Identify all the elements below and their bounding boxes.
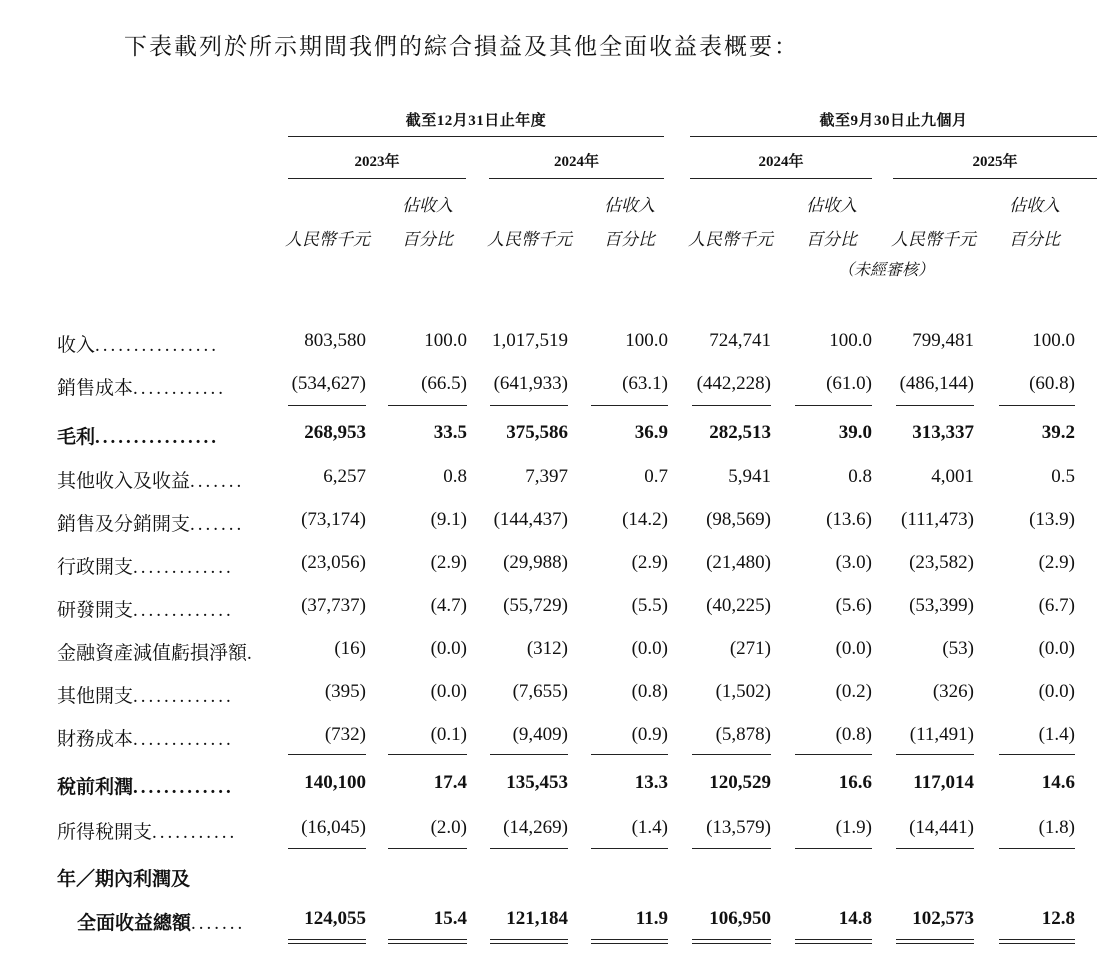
subtotal-underline — [999, 848, 1075, 849]
subtotal-underline — [999, 405, 1075, 406]
cell-pct-2024-annual: (2.9) — [631, 552, 668, 573]
row-label — [57, 330, 265, 357]
leader-dots: ............ — [133, 378, 227, 399]
leader-dots: ............. — [133, 729, 234, 750]
intro-text: 下表載列於所示期間我們的綜合損益及其他全面收益表概要： — [124, 34, 799, 59]
cell-pct-2025-nine-months: (6.7) — [1038, 595, 1075, 616]
col-amount-2025-nine-months: 人民幣千元 — [891, 230, 976, 249]
row-label-text: 毛利 — [57, 427, 96, 448]
total-label-line1: 年／期內利潤及 — [57, 869, 191, 890]
cell-pct-2023: (0.0) — [430, 681, 467, 702]
row-label — [57, 466, 265, 493]
total-double-underline — [388, 939, 467, 944]
leader-dots: ....... — [191, 913, 246, 934]
cell-amount-2023: 268,953 — [304, 422, 366, 443]
group-header-nine-months: 截至9月30日止九個月 — [819, 113, 968, 129]
cell-pct-2023: 33.5 — [433, 422, 467, 443]
leader-dots: . — [247, 643, 255, 664]
cell-amount-2024-nine-months: (271) — [729, 638, 771, 659]
subtotal-underline — [591, 754, 668, 755]
cell-amount-2025-nine-months: 4,001 — [931, 466, 974, 487]
subtotal-underline — [288, 848, 366, 849]
cell-amount-2024-annual: (14,269) — [503, 817, 568, 838]
total-pct-2023: 15.4 — [433, 908, 467, 929]
cell-pct-2023: 0.8 — [443, 466, 467, 487]
cell-pct-2024-annual: (63.1) — [622, 373, 668, 394]
col-pct-2025-nine-months-line1: 佔收入 — [1009, 196, 1060, 215]
subtotal-underline — [288, 754, 366, 755]
cell-pct-2024-nine-months: (13.6) — [826, 509, 872, 530]
subtotal-underline — [591, 848, 668, 849]
col-amount-2024-annual: 人民幣千元 — [487, 230, 572, 249]
total-double-underline — [795, 939, 872, 944]
total-double-underline — [591, 939, 668, 944]
cell-amount-2023: (732) — [324, 724, 366, 745]
year-header-2025-nine-months: 2025年 — [972, 154, 1018, 170]
cell-amount-2025-nine-months: (486,144) — [899, 373, 974, 394]
unaudited-note: （未經審核） — [838, 262, 935, 279]
total-label-text: 全面收益總額 — [77, 913, 192, 934]
subtotal-underline — [388, 405, 467, 406]
total-double-underline — [288, 939, 366, 944]
row-label-text: 其他收入及收益 — [57, 471, 191, 492]
col-pct-2024-nine-months-line1: 佔收入 — [806, 196, 857, 215]
cell-amount-2024-nine-months: (5,878) — [715, 724, 771, 745]
cell-pct-2025-nine-months: 14.6 — [1041, 772, 1075, 793]
row-label-text: 銷售及分銷開支 — [57, 514, 191, 535]
row-label — [57, 724, 265, 751]
cell-amount-2025-nine-months: (53,399) — [909, 595, 974, 616]
cell-pct-2024-nine-months: (0.0) — [835, 638, 872, 659]
leader-dots: ............. — [133, 777, 234, 798]
cell-pct-2024-nine-months: 0.8 — [848, 466, 872, 487]
total-amount-2024-nine-months: 106,950 — [709, 908, 771, 929]
total-double-underline — [896, 939, 974, 944]
cell-amount-2024-annual: (29,988) — [503, 552, 568, 573]
row-label — [57, 509, 265, 536]
leader-dots: ............. — [133, 557, 234, 578]
cell-amount-2025-nine-months: (53) — [942, 638, 974, 659]
cell-pct-2024-nine-months: 16.6 — [838, 772, 872, 793]
row-label — [57, 552, 265, 579]
group-header-year-end: 截至12月31日止年度 — [405, 113, 547, 129]
row-label — [57, 373, 265, 400]
subtotal-underline — [591, 405, 668, 406]
cell-pct-2024-annual: (0.0) — [631, 638, 668, 659]
cell-amount-2024-annual: (9,409) — [512, 724, 568, 745]
total-pct-2025-nine-months: 12.8 — [1041, 908, 1075, 929]
subtotal-underline — [896, 848, 974, 849]
cell-pct-2025-nine-months: (1.8) — [1038, 817, 1075, 838]
cell-pct-2024-annual: (0.8) — [631, 681, 668, 702]
cell-pct-2025-nine-months: 39.2 — [1041, 422, 1075, 443]
cell-amount-2023: 140,100 — [304, 772, 366, 793]
row-label-text: 其他開支 — [57, 686, 134, 707]
cell-amount-2025-nine-months: (11,491) — [909, 724, 974, 745]
cell-amount-2024-nine-months: 724,741 — [709, 330, 771, 351]
group-rule-nine-months — [690, 136, 1097, 137]
cell-pct-2024-annual: 100.0 — [625, 330, 668, 351]
subtotal-underline — [795, 405, 872, 406]
cell-amount-2024-annual: 375,586 — [506, 422, 568, 443]
cell-amount-2025-nine-months: 313,337 — [912, 422, 974, 443]
total-amount-2024-annual: 121,184 — [506, 908, 568, 929]
total-amount-2023: 124,055 — [304, 908, 366, 929]
cell-pct-2025-nine-months: (13.9) — [1029, 509, 1075, 530]
cell-amount-2025-nine-months: 799,481 — [912, 330, 974, 351]
cell-amount-2024-nine-months: (40,225) — [706, 595, 771, 616]
total-pct-2024-annual: 11.9 — [635, 908, 668, 929]
cell-amount-2024-nine-months: 5,941 — [728, 466, 771, 487]
cell-amount-2023: 6,257 — [323, 466, 366, 487]
row-label — [57, 817, 265, 844]
leader-dots: ............. — [133, 600, 234, 621]
cell-amount-2024-annual: 1,017,519 — [492, 330, 568, 351]
cell-pct-2023: (0.0) — [430, 638, 467, 659]
cell-amount-2024-nine-months: (13,579) — [706, 817, 771, 838]
subtotal-underline — [490, 754, 568, 755]
year-header-2024-nine-months: 2024年 — [758, 154, 804, 170]
cell-pct-2025-nine-months: 100.0 — [1032, 330, 1075, 351]
leader-dots: ................ — [95, 335, 220, 356]
cell-amount-2024-nine-months: (21,480) — [706, 552, 771, 573]
subtotal-underline — [692, 754, 771, 755]
subtotal-underline — [692, 405, 771, 406]
cell-pct-2023: (2.0) — [430, 817, 467, 838]
cell-pct-2023: 17.4 — [433, 772, 467, 793]
cell-pct-2024-nine-months: (3.0) — [835, 552, 872, 573]
year-rule-2025-nine-months — [893, 178, 1097, 179]
cell-pct-2024-annual: (1.4) — [631, 817, 668, 838]
cell-amount-2024-annual: (144,437) — [493, 509, 568, 530]
year-rule-2024-annual — [489, 178, 664, 179]
cell-amount-2025-nine-months: 117,014 — [913, 772, 974, 793]
cell-pct-2024-annual: (14.2) — [622, 509, 668, 530]
year-header-2024-annual: 2024年 — [553, 154, 599, 170]
subtotal-underline — [896, 405, 974, 406]
cell-pct-2025-nine-months: (2.9) — [1038, 552, 1075, 573]
cell-amount-2024-annual: (7,655) — [512, 681, 568, 702]
cell-pct-2025-nine-months: (60.8) — [1029, 373, 1075, 394]
col-pct-2023-line2: 百分比 — [402, 230, 453, 249]
cell-pct-2025-nine-months: (0.0) — [1038, 681, 1075, 702]
cell-pct-2023: (2.9) — [430, 552, 467, 573]
cell-amount-2024-annual: 7,397 — [525, 466, 568, 487]
leader-dots: ........... — [152, 822, 238, 843]
subtotal-underline — [795, 754, 872, 755]
row-label-text: 所得稅開支 — [57, 822, 153, 843]
cell-pct-2023: 100.0 — [424, 330, 467, 351]
cell-pct-2024-nine-months: 39.0 — [838, 422, 872, 443]
row-label — [57, 422, 265, 449]
col-amount-2024-nine-months: 人民幣千元 — [688, 230, 773, 249]
total-amount-2025-nine-months: 102,573 — [912, 908, 974, 929]
leader-dots: ....... — [190, 471, 245, 492]
cell-pct-2024-annual: 36.9 — [634, 422, 668, 443]
cell-pct-2024-nine-months: (1.9) — [835, 817, 872, 838]
cell-amount-2023: (16) — [334, 638, 366, 659]
cell-amount-2023: (37,737) — [301, 595, 366, 616]
subtotal-underline — [490, 848, 568, 849]
cell-amount-2024-annual: (55,729) — [503, 595, 568, 616]
subtotal-underline — [795, 848, 872, 849]
cell-pct-2023: (9.1) — [430, 509, 467, 530]
col-pct-2024-annual-line1: 佔收入 — [604, 196, 655, 215]
total-double-underline — [999, 939, 1075, 944]
cell-amount-2025-nine-months: (14,441) — [909, 817, 974, 838]
cell-amount-2023: (534,627) — [291, 373, 366, 394]
row-label-text: 稅前利潤 — [57, 777, 134, 798]
cell-pct-2024-nine-months: (61.0) — [826, 373, 872, 394]
row-label — [57, 638, 265, 665]
subtotal-underline — [388, 848, 467, 849]
cell-amount-2024-nine-months: (98,569) — [706, 509, 771, 530]
col-amount-2023: 人民幣千元 — [285, 230, 370, 249]
cell-amount-2023: (395) — [324, 681, 366, 702]
cell-amount-2024-annual: 135,453 — [506, 772, 568, 793]
cell-pct-2025-nine-months: 0.5 — [1051, 466, 1075, 487]
row-label — [57, 595, 265, 622]
cell-amount-2024-nine-months: 282,513 — [709, 422, 771, 443]
subtotal-underline — [490, 405, 568, 406]
leader-dots: ............. — [133, 686, 234, 707]
cell-pct-2024-annual: 0.7 — [644, 466, 668, 487]
row-label-text: 財務成本 — [57, 729, 134, 750]
cell-pct-2024-annual: 13.3 — [634, 772, 668, 793]
subtotal-underline — [288, 405, 366, 406]
cell-amount-2023: 803,580 — [304, 330, 366, 351]
subtotal-underline — [692, 848, 771, 849]
cell-pct-2024-annual: (0.9) — [631, 724, 668, 745]
cell-amount-2025-nine-months: (326) — [932, 681, 974, 702]
row-label-text: 金融資產減值虧損淨額 — [57, 643, 248, 664]
total-double-underline — [490, 939, 568, 944]
row-label-text: 收入 — [57, 335, 96, 356]
row-label-text: 銷售成本 — [57, 378, 134, 399]
cell-pct-2023: (0.1) — [430, 724, 467, 745]
cell-pct-2023: (66.5) — [421, 373, 467, 394]
subtotal-underline — [896, 754, 974, 755]
total-pct-2024-nine-months: 14.8 — [838, 908, 872, 929]
subtotal-underline — [388, 754, 467, 755]
total-label-line2 — [77, 908, 265, 935]
cell-amount-2023: (23,056) — [301, 552, 366, 573]
row-label-text: 行政開支 — [57, 557, 134, 578]
cell-amount-2023: (16,045) — [301, 817, 366, 838]
row-label-text: 研發開支 — [57, 600, 134, 621]
col-pct-2023-line1: 佔收入 — [402, 196, 453, 215]
row-label — [57, 772, 265, 799]
cell-amount-2024-nine-months: (1,502) — [715, 681, 771, 702]
cell-pct-2025-nine-months: (0.0) — [1038, 638, 1075, 659]
row-label — [57, 681, 265, 708]
cell-amount-2025-nine-months: (23,582) — [909, 552, 974, 573]
year-rule-2023 — [288, 178, 466, 179]
cell-amount-2024-nine-months: 120,529 — [709, 772, 771, 793]
year-header-2023: 2023年 — [354, 154, 400, 170]
cell-amount-2024-annual: (641,933) — [493, 373, 568, 394]
cell-pct-2024-annual: (5.5) — [631, 595, 668, 616]
subtotal-underline — [999, 754, 1075, 755]
leader-dots: ....... — [190, 514, 245, 535]
col-pct-2025-nine-months-line2: 百分比 — [1009, 230, 1060, 249]
col-pct-2024-annual-line2: 百分比 — [604, 230, 655, 249]
cell-amount-2024-nine-months: (442,228) — [696, 373, 771, 394]
cell-amount-2025-nine-months: (111,473) — [901, 509, 974, 530]
cell-pct-2024-nine-months: 100.0 — [829, 330, 872, 351]
cell-pct-2025-nine-months: (1.4) — [1038, 724, 1075, 745]
col-pct-2024-nine-months-line2: 百分比 — [806, 230, 857, 249]
group-rule-year-end — [288, 136, 664, 137]
cell-pct-2023: (4.7) — [430, 595, 467, 616]
cell-pct-2024-nine-months: (0.2) — [835, 681, 872, 702]
cell-pct-2024-nine-months: (0.8) — [835, 724, 872, 745]
cell-pct-2024-nine-months: (5.6) — [835, 595, 872, 616]
total-double-underline — [692, 939, 771, 944]
year-rule-2024-nine-months — [690, 178, 872, 179]
cell-amount-2023: (73,174) — [301, 509, 366, 530]
cell-amount-2024-annual: (312) — [526, 638, 568, 659]
leader-dots: ................ — [95, 427, 220, 448]
